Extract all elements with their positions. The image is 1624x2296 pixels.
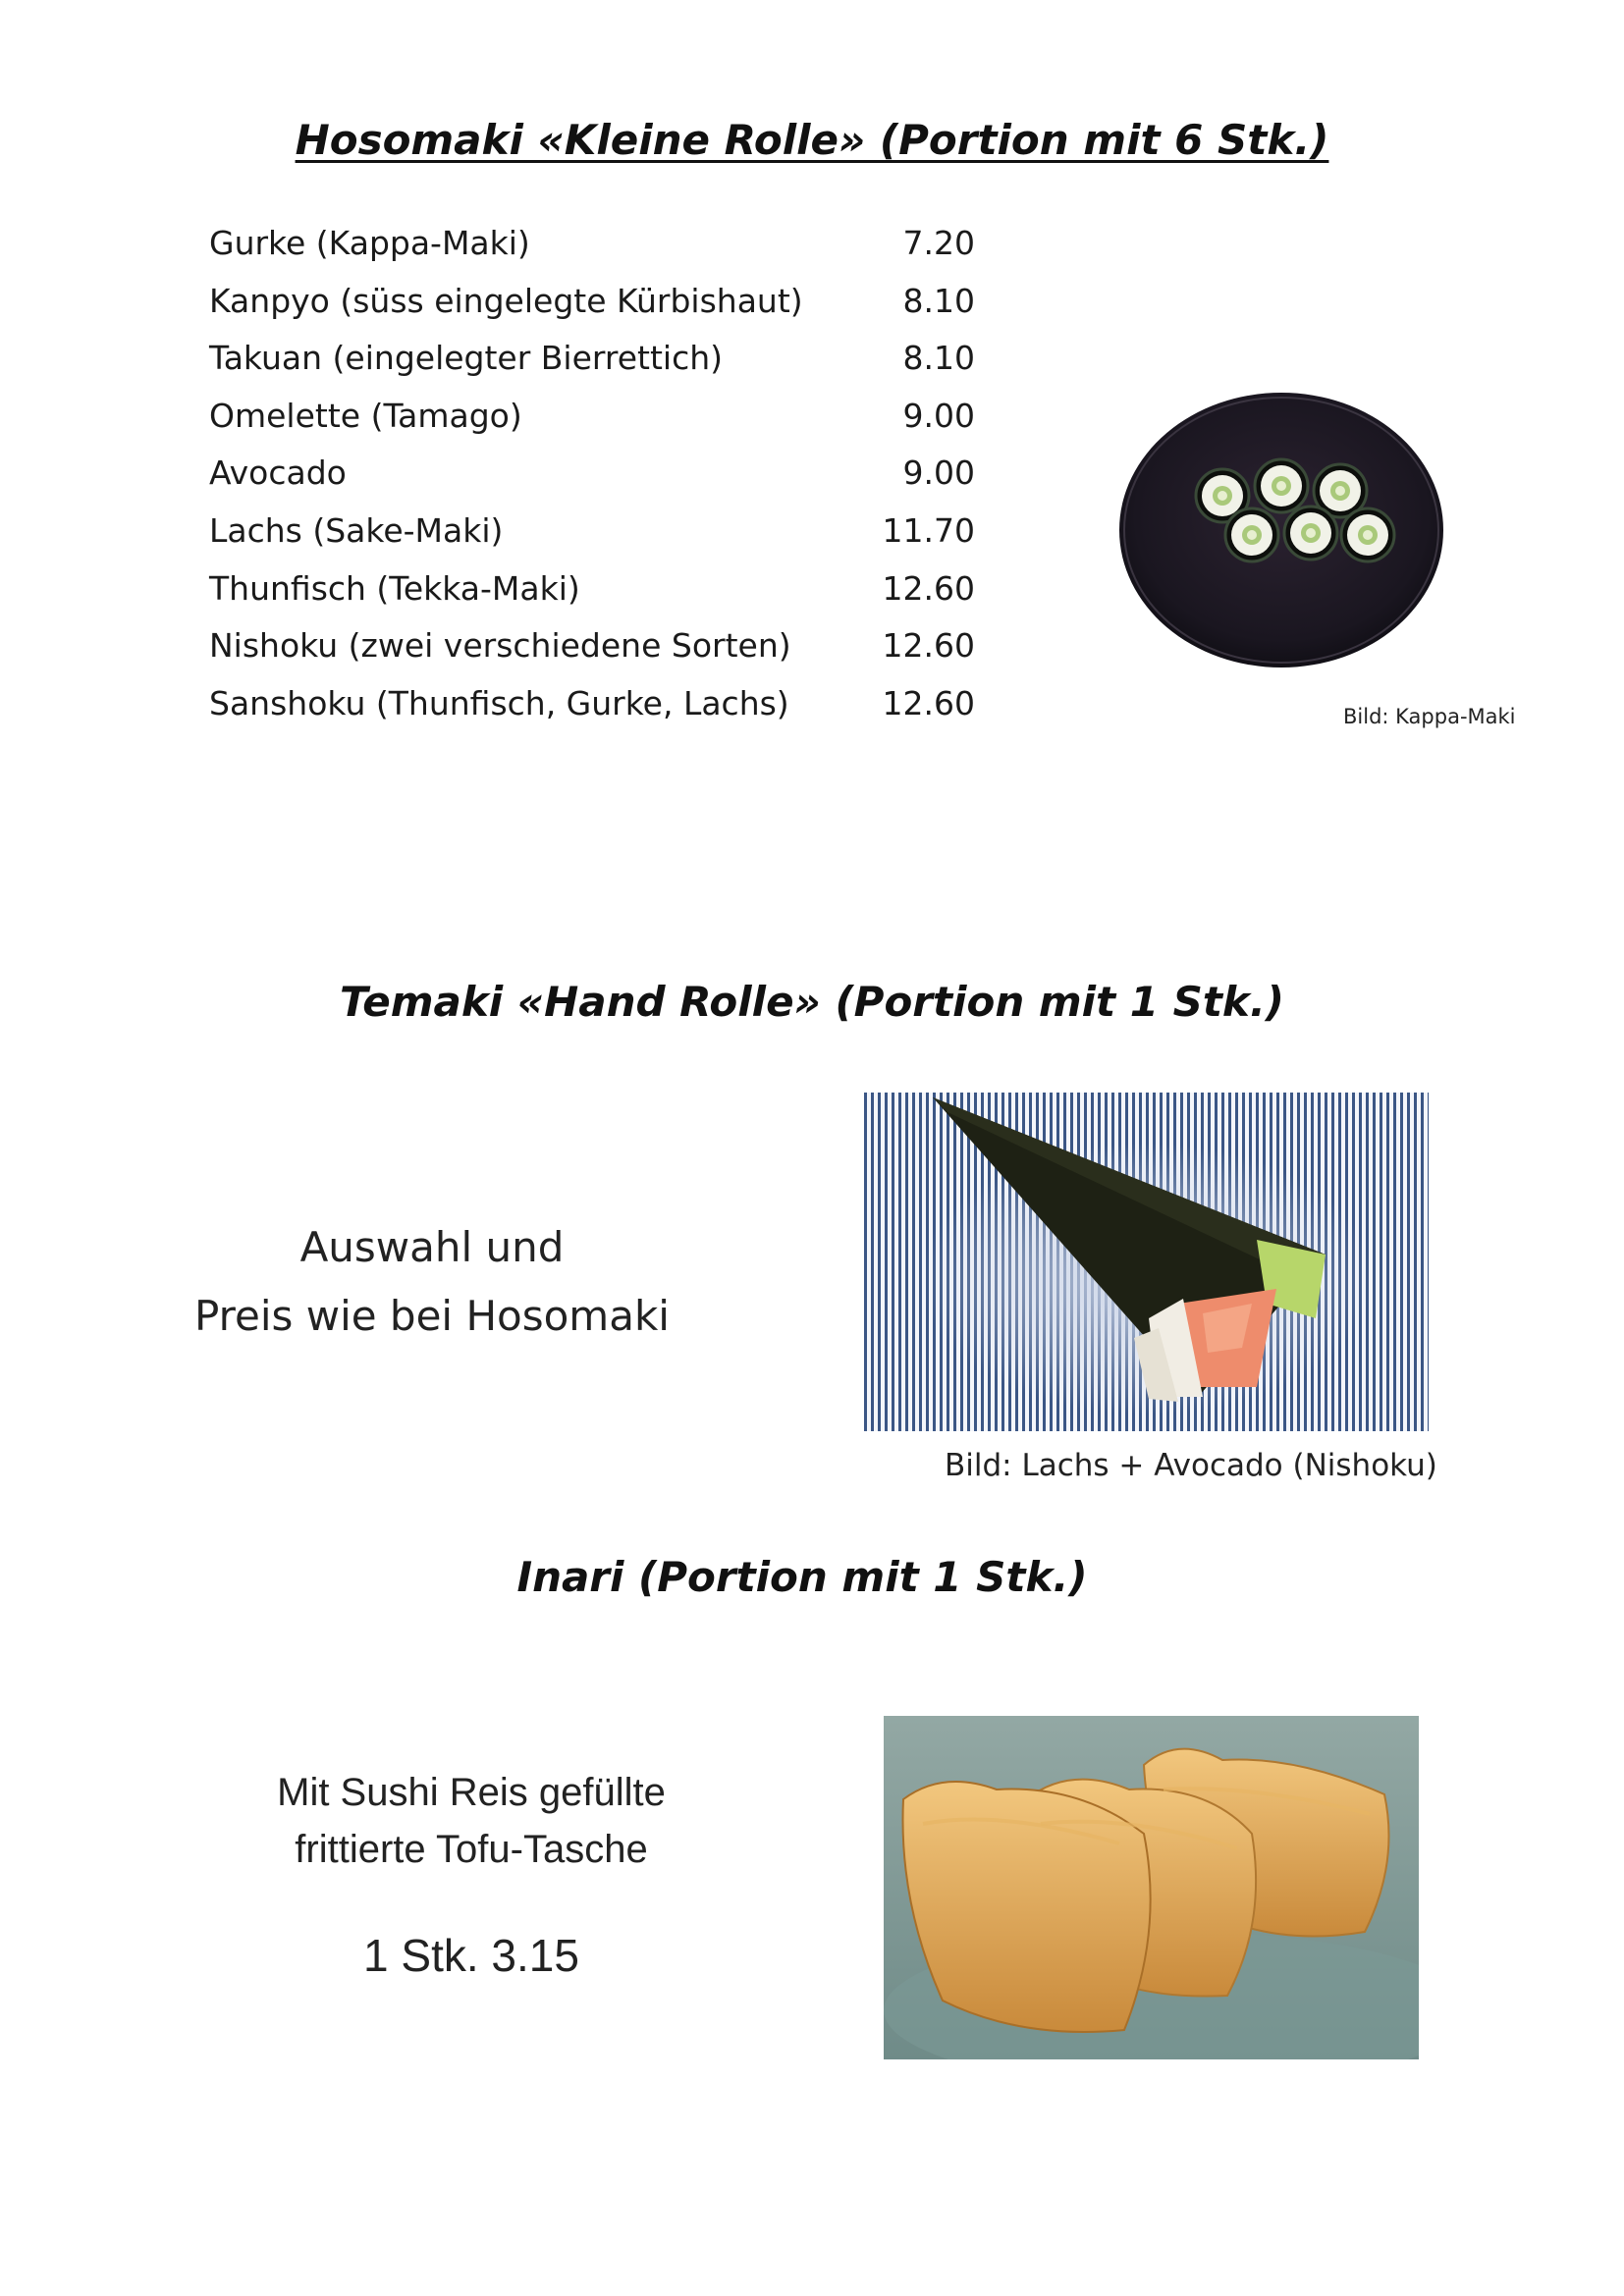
temaki-photo (864, 1093, 1429, 1431)
inari-note-line2: frittierte Tofu-Tasche (295, 1828, 648, 1871)
inari-price: 1 Stk. 3.15 (363, 1930, 579, 1981)
menu-item (209, 569, 975, 627)
temaki-heading: Temaki «Hand Rolle» (Portion mit 1 Stk.) (340, 978, 1284, 1026)
hosomaki-heading: Hosomaki «Kleine Rolle» (Portion mit 6 Stk.) (295, 116, 1329, 164)
menu-item-price: 7.20 (902, 224, 975, 262)
menu-item-name: Gurke (Kappa-Maki) (209, 224, 530, 262)
menu-item (209, 626, 975, 684)
menu-item (209, 454, 975, 511)
temaki-note-line2: Preis wie bei Hosomaki (194, 1292, 670, 1340)
temaki-note-line1: Auswahl und (299, 1223, 565, 1271)
menu-item (209, 339, 975, 397)
menu-item-price: 9.00 (902, 454, 975, 493)
menu-item-name: Sanshoku (Thunfisch, Gurke, Lachs) (209, 683, 789, 722)
temaki-note (157, 1213, 707, 1351)
menu-item-name: Avocado (209, 454, 347, 493)
menu-item-price: 12.60 (882, 568, 975, 608)
menu-item-name: Omelette (Tamago) (209, 396, 522, 435)
menu-item-name: Nishoku (zwei verschiedene Sorten) (209, 626, 791, 666)
menu-item-price: 12.60 (882, 683, 975, 722)
menu-item-price: 11.70 (882, 510, 975, 550)
temaki-caption: Bild: Lachs + Avocado (Nishoku) (945, 1448, 1437, 1483)
menu-item (209, 282, 975, 340)
menu-item (209, 511, 975, 569)
inari-photo (884, 1716, 1419, 2059)
menu-item-price: 12.60 (882, 626, 975, 666)
menu-item-name: Thunfisch (Tekka-Maki) (209, 568, 580, 608)
menu-item-name: Kanpyo (süss eingelegte Kürbishaut) (209, 281, 803, 320)
inari-note (196, 1764, 746, 1878)
hosomaki-menu-list (209, 224, 975, 741)
menu-item (209, 684, 975, 742)
menu-item-price: 8.10 (902, 339, 975, 378)
inari-heading: Inari (Portion mit 1 Stk.) (516, 1553, 1088, 1601)
menu-item-name: Lachs (Sake-Maki) (209, 510, 504, 550)
menu-item (209, 397, 975, 454)
kappa-maki-caption: Bild: Kappa-Maki (1343, 705, 1516, 728)
inari-note-line1: Mit Sushi Reis gefüllte (277, 1771, 666, 1814)
menu-item-price: 8.10 (902, 281, 975, 320)
menu-item (209, 224, 975, 282)
menu-item-price: 9.00 (902, 396, 975, 435)
kappa-maki-photo (1114, 388, 1448, 672)
menu-item-name: Takuan (eingelegter Bierrettich) (209, 339, 724, 378)
